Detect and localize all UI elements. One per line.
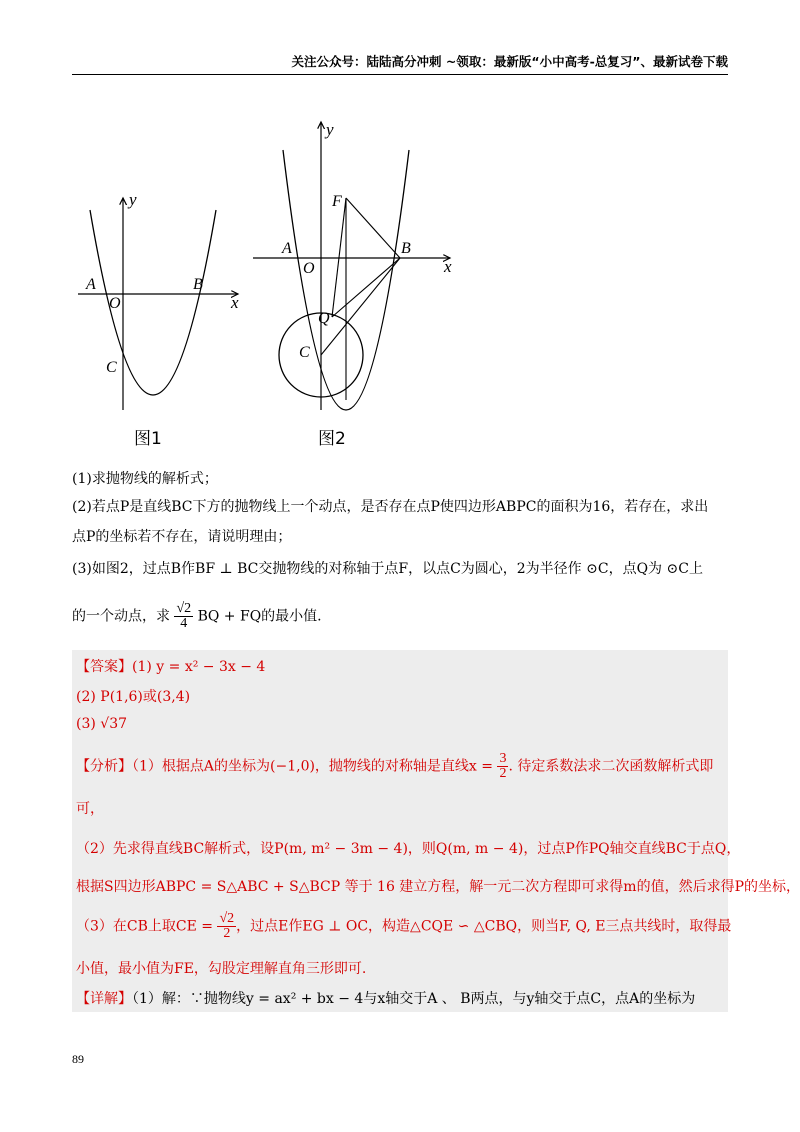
answer-label: 【答案】: [76, 659, 132, 675]
fig1-label-x: x: [231, 293, 239, 312]
analysis-line-3: （2）先求得直线BC解析式，设P(m, m² − 3m − 4)，则Q(m, m − 4)，过点P作PQ轴交直线BC于点Q，: [76, 841, 741, 857]
answer-2: (2) P(1,6)或(3,4): [76, 689, 191, 705]
analysis-label: 【分析】: [76, 758, 132, 775]
solution-block: [72, 650, 800, 1012]
fig2-label-y: y: [326, 120, 334, 139]
analysis-fraction-2: [217, 912, 236, 941]
analysis-line-5: [76, 912, 731, 941]
analysis-fraction-2-num: √2: [219, 911, 235, 926]
analysis-5-post: ，过点E作EG ⊥ OC，构造△CQE ∽ △CBQ，则当F, Q, E三点共线时，取得最: [236, 918, 732, 935]
fig2-label-O: O: [303, 260, 315, 277]
analysis-line-4: 根据S四边形ABPC = S△ABC + S△BCP 等于 16 建立方程，解一元二次方程即可求得m的值，然后求得P的坐标，: [76, 879, 800, 895]
detail-1: （1）解：∵抛物线y = ax² + bx − 4与x轴交于A 、 B两点，与y轴交于点C，点A的坐标为: [132, 991, 696, 1007]
fig1-label-B: B: [193, 276, 203, 293]
fig1-label-O: O: [109, 295, 121, 312]
question-part-1: (1)求抛物线的解析式；: [72, 471, 218, 487]
fig2-label-Q: Q: [318, 310, 330, 327]
page-number: 89: [72, 1052, 84, 1066]
answer-3: (3) √37: [76, 716, 128, 732]
fig1-label-C: C: [106, 359, 117, 376]
fig2-label-F: F: [332, 193, 342, 210]
answer-line-1: [76, 656, 265, 676]
fig1-label-A: A: [86, 276, 96, 293]
question-part-3b-pre: 的一个动点，求: [72, 608, 170, 625]
figure-1: [78, 190, 239, 449]
analysis-5-pre: （3）在CB上取CE =: [76, 918, 214, 935]
question-part-2b: 点P的坐标若不存在，请说明理由；: [72, 529, 292, 545]
fig2-label-A: A: [282, 240, 292, 257]
analysis-fraction-1-den: 2: [499, 766, 507, 781]
fig2-label-x: x: [444, 257, 452, 276]
question-part-3a: (3)如图2，过点B作BF ⊥ BC交抛物线的对称轴于点F，以点C为圆心，2为半径作 ⊙C，点Q为 ⊙C上: [72, 561, 703, 577]
analysis-fraction-2-den: 2: [223, 926, 231, 941]
analysis-line-1: [76, 752, 713, 781]
analysis-fraction-1-num: 3: [499, 751, 507, 766]
question-fraction: [174, 602, 193, 631]
analysis-fraction-1: [497, 752, 508, 781]
fig2-line-fb: [346, 198, 400, 258]
analysis-line-2: 可，: [76, 801, 104, 817]
fig1-caption: 图1: [134, 429, 162, 449]
fraction-denominator: 4: [180, 616, 188, 631]
fig1-label-y: y: [129, 190, 137, 209]
analysis-1-post: . 待定系数法求二次函数解析式即: [508, 758, 714, 775]
fig2-caption: 图2: [318, 429, 346, 449]
page-header: 关注公众号：陆陆高分冲刺 ~领取：最新版“小中高考-总复习”、最新试卷下载: [72, 52, 728, 75]
fig2-label-B: B: [401, 240, 411, 257]
question-part-3b-post: BQ + FQ的最小值.: [197, 608, 322, 625]
figures: [78, 110, 498, 455]
analysis-1-pre: （1）根据点A的坐标为(−1,0)，抛物线的对称轴是直线x =: [132, 758, 494, 775]
detail-line-1: [76, 988, 695, 1008]
answer-1: (1) y = x² − 3x − 4: [132, 659, 266, 675]
fig2-label-C: C: [299, 344, 310, 361]
fraction-numerator: √2: [176, 601, 192, 616]
figure-2: [253, 120, 452, 449]
detail-label: 【详解】: [76, 991, 132, 1007]
question-part-3b: [72, 602, 732, 631]
analysis-line-6: 小值，最小值为FE，勾股定理解直角三形即可.: [76, 961, 367, 977]
question-part-2a: (2)若点P是直线BC下方的抛物线上一个动点，是否存在点P使四边形ABPC的面积为16，若存在，求出: [72, 499, 709, 515]
